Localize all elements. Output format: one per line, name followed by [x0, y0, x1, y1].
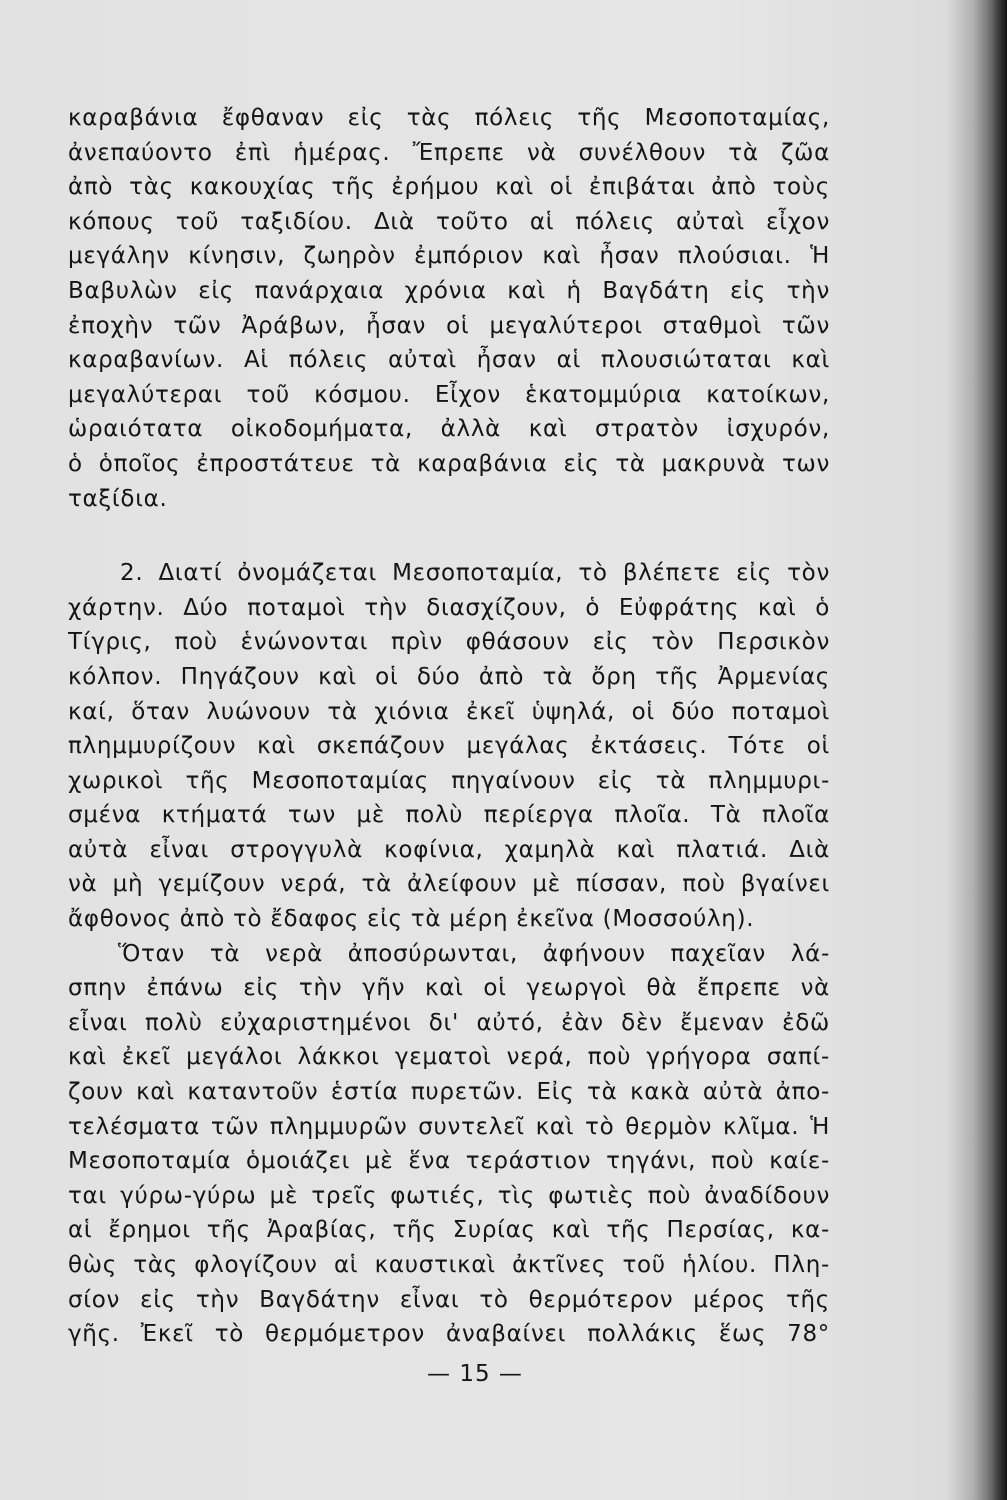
text-line: νὰ μὴ γεμίζουν νερά, τὰ ἀλείφουν μὲ πίσσαν, ποὺ βγαίνει	[68, 871, 830, 898]
text-line: ὡραιότατα οἰκοδομήματα, ἀλλὰ καὶ στρατὸν ἰσχυρόν,	[68, 416, 830, 443]
text-line: γῆς. Ἐκεῖ τὸ θερμόμετρον ἀναβαίνει πολλάκις ἕως 78°	[68, 1321, 830, 1348]
page-text	[68, 101, 830, 1352]
text-line: πλημμυρίζουν καὶ σκεπάζουν μεγάλας ἐκτάσεις. Τότε οἱ	[68, 733, 830, 760]
text-line: αὐτὰ εἶναι στρογγυλὰ κοφίνια, χαμηλὰ καὶ πλατιά. Διὰ	[68, 836, 830, 863]
text-line: ἀνεπαύοντο ἐπὶ ἡμέρας. Ἔπρεπε νὰ συνέλθουν τὰ ζῶα	[68, 139, 830, 166]
text-line: Τίγρις, ποὺ ἑνώνονται πρὶν φθάσουν εἰς τὸν Περσικὸν	[68, 629, 830, 656]
text-line: εἶναι πολὺ εὐχαριστημένοι δι' αὐτό, ἐὰν δὲν ἔμεναν ἐδῶ	[68, 1009, 830, 1036]
text-line: ται γύρω-γύρω μὲ τρεῖς φωτιές, τὶς φωτιὲς ποὺ ἀναδίδουν	[68, 1182, 830, 1209]
text-line: κόπους τοῦ ταξιδίου. Διὰ τοῦτο αἱ πόλεις αὐταὶ εἶχον	[68, 208, 830, 235]
text-line: κόλπον. Πηγάζουν καὶ οἱ δύο ἀπὸ τὰ ὄρη τῆς Ἀρμενίας	[68, 663, 830, 690]
page-number: — 15 —	[427, 1361, 523, 1387]
text-line: καραβανίων. Αἱ πόλεις αὐταὶ ἦσαν αἱ πλουσιώταται καὶ	[68, 347, 830, 374]
text-line: Βαβυλὼν εἰς πανάρχαια χρόνια καὶ ἡ Βαγδάτη εἰς τὴν	[68, 277, 830, 304]
text-line: Μεσοποταμία ὁμοιάζει μὲ ἕνα τεράστιον τηγάνι, ποὺ καίε-	[68, 1148, 830, 1175]
text-line: σίον εἰς τὴν Βαγδάτην εἶναι τὸ θερμότερον μέρος τῆς	[68, 1286, 830, 1313]
text-line: ἄφθονος ἀπὸ τὸ ἔδαφος εἰς τὰ μέρη ἐκεῖνα (Μοσσούλη).	[68, 906, 755, 933]
text-line: ταξίδια.	[68, 485, 168, 512]
text-line: ζουν καὶ καταντοῦν ἑστία πυρετῶν. Εἰς τὰ κακὰ αὐτὰ ἀπο-	[68, 1079, 830, 1106]
text-line: καραβάνια ἔφθαναν εἰς τὰς πόλεις τῆς Μεσοποταμίας,	[68, 105, 830, 131]
text-line: αἱ ἔρημοι τῆς Ἀραβίας, τῆς Συρίας καὶ τῆς Περσίας, κα-	[68, 1217, 830, 1244]
text-line: ἀπὸ τὰς κακουχίας τῆς ἐρήμου καὶ οἱ ἐπιβάται ἀπὸ τοὺς	[68, 174, 830, 201]
text-line: ἐποχὴν τῶν Ἀράβων, ἦσαν οἱ μεγαλύτεροι σταθμοὶ τῶν	[68, 312, 830, 339]
text-line: 2. Διατί ὀνομάζεται Μεσοποταμία, τὸ βλέπετε εἰς τὸν	[120, 560, 830, 587]
text-line: χωρικοὶ τῆς Μεσοποταμίας πηγαίνουν εἰς τὰ πλημμυρι-	[68, 767, 830, 794]
paragraph-gap	[68, 516, 830, 556]
text-line: μεγάλην κίνησιν, ζωηρὸν ἐμπόριον καὶ ἦσαν πλούσιαι. Ἡ	[68, 243, 830, 270]
text-line: ὁ ὁποῖος ἐπροστάτευε τὰ καραβάνια εἰς τὰ μακρυνὰ των	[68, 450, 830, 477]
text-line: θὼς τὰς φλογίζουν αἱ καυστικαὶ ἀκτῖνες τοῦ ἡλίου. Πλη-	[68, 1252, 830, 1278]
text-line: Ὅταν τὰ νερὰ ἀποσύρωνται, ἀφήνουν παχεῖαν λά-	[118, 940, 830, 967]
text-line: μεγαλύτεραι τοῦ κόσμου. Εἶχον ἑκατομμύρια κατοίκων,	[68, 381, 830, 408]
text-line: σπην ἐπάνω εἰς τὴν γῆν καὶ οἱ γεωργοὶ θὰ ἔπρεπε νὰ	[68, 975, 830, 1002]
text-line: χάρτην. Δύο ποταμοὶ τὴν διασχίζουν, ὁ Εὐφράτης καὶ ὁ	[68, 594, 830, 621]
text-line: σμένα κτήματά των μὲ πολὺ περίεργα πλοῖα. Τὰ πλοῖα	[68, 802, 830, 829]
text-line: καί, ὅταν λυώνουν τὰ χιόνια ἐκεῖ ὑψηλά, οἱ δύο ποταμοὶ	[68, 698, 830, 725]
text-line: καὶ ἐκεῖ μεγάλοι λάκκοι γεματοὶ νερά, ποὺ γρήγορα σαπί-	[68, 1044, 830, 1071]
text-line: τελέσματα τῶν πλημμυρῶν συντελεῖ καὶ τὸ θερμὸν κλῖμα. Ἡ	[68, 1113, 830, 1140]
page-edge-shadow	[973, 0, 1007, 1500]
